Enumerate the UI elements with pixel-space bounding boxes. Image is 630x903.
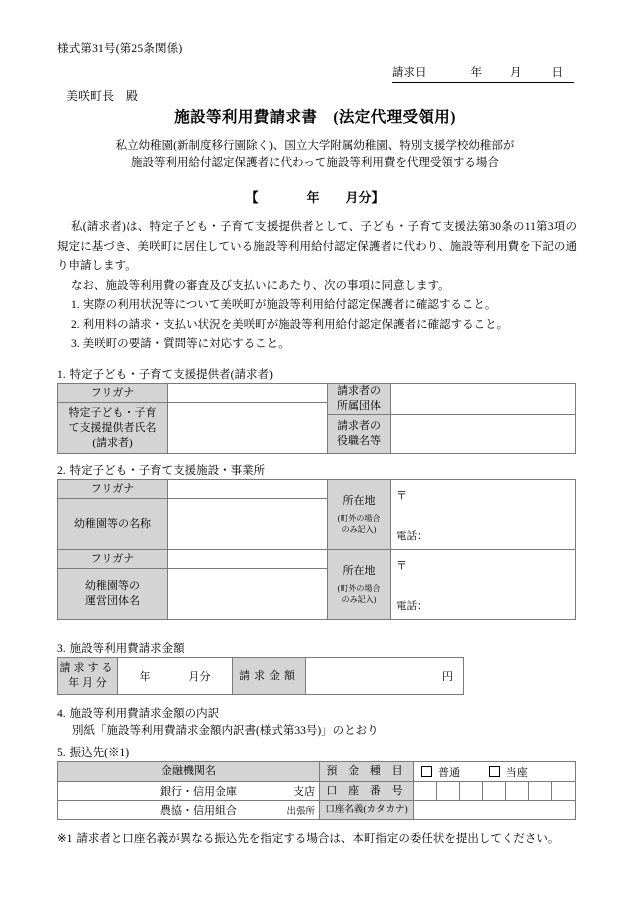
deposit-type-option-group [414, 767, 528, 779]
provider-org-label [328, 384, 391, 415]
consent-item-text: 利用料の請求・支払い状況を美咲町が施設等利用給付認定保護者に確認すること。 [82, 318, 509, 331]
consent-list [57, 296, 577, 355]
bank-row-1-branch-type: 支店 [293, 786, 315, 798]
section-5-number: 5. [57, 747, 66, 759]
claim-amount-value[interactable] [306, 658, 464, 695]
facility-table [57, 479, 576, 620]
operator-address-note-line-2: のみ記入) [341, 595, 377, 604]
bank-name-row-2-inner [58, 802, 319, 818]
page-title-paren: (法定代理受領用) [333, 109, 456, 126]
provider-org-label-line-1: 請求者の [337, 385, 381, 397]
facility-address-note-line-2: のみ記入) [341, 525, 377, 534]
account-digit-cell[interactable] [529, 782, 552, 801]
section-3-number: 3. [57, 643, 66, 655]
account-digit-cell[interactable] [414, 782, 437, 801]
account-holder-label [320, 801, 414, 820]
facility-address-inner [391, 485, 575, 545]
bank-name-row-1-inner [58, 783, 319, 799]
table-row [58, 550, 576, 569]
consent-item-text: 実際の利用状況等について美咲町が施設等利用給付認定保護者に確認すること。 [82, 299, 497, 311]
provider-title-label [328, 415, 391, 454]
table-row [58, 384, 576, 403]
checkbox-futsu-icon[interactable] [421, 766, 432, 777]
bank-name-row-1[interactable] [58, 782, 320, 801]
claim-amount-label [233, 658, 306, 695]
bank-transfer-table [57, 761, 576, 820]
claim-period-units [118, 668, 232, 684]
table-row [58, 480, 576, 499]
postal-code-icon: 〒 [396, 559, 407, 572]
claim-date-year-unit: 年 [470, 67, 482, 79]
subtitle-line-2: 施設等利用給付認定保護者に代わって施設等利用費を代理受領する場合 [131, 157, 499, 169]
operator-name-label-line-2: 運営団体名 [85, 595, 140, 607]
claim-amount-currency: 円 [442, 671, 453, 683]
bank-row-2-branch-type: 出張所 [286, 807, 315, 817]
facility-address-note-line-1: (町外の場合 [337, 514, 381, 523]
body-paragraph-2: なお、施設等利用費の審査及び支払いにあたり、次の事項に同意します。 [71, 279, 450, 292]
section-2-title: 特定子ども・子育て支援施設・事業所 [69, 465, 266, 477]
table-row [58, 762, 576, 782]
claim-period-label-line-1: 請求する [59, 662, 116, 674]
bank-name-header: 金融機関名 [58, 762, 320, 782]
section-2-number: 2. [57, 465, 66, 477]
provider-table [57, 383, 576, 454]
consent-item [57, 296, 577, 316]
form-number: 様式第31号(第25条関係) [57, 43, 183, 55]
section-1-number: 1. [57, 369, 66, 381]
bank-row-1-name: 銀行・信用金庫 [160, 786, 237, 798]
claim-date-day-unit: 日 [551, 67, 563, 79]
section-1-heading [57, 366, 273, 382]
claim-period-month-unit: 月分 [188, 671, 211, 683]
account-holder-label-text: 口座名義(カタカナ) [325, 805, 408, 815]
claim-period-value[interactable] [118, 658, 233, 695]
section-1-title: 特定子ども・子育て支援提供者(請求者) [69, 369, 273, 381]
account-number-label-text: 口 座 番 号 [326, 784, 407, 797]
section-3-title: 施設等利用費請求金額 [69, 643, 185, 655]
provider-org-label-line-2: 所属団体 [337, 400, 381, 412]
postal-code-icon: 〒 [396, 489, 407, 502]
table-row [58, 658, 464, 695]
consent-item [57, 335, 577, 355]
bank-name-row-2[interactable] [58, 801, 320, 820]
section-4-number: 4. [57, 708, 66, 720]
deposit-option-futsu-label: 普通 [438, 766, 460, 779]
body-paragraph-1: 私(請求者)は、特定子ども・子育て支援提供者として、子ども・子育て支援法第30条の11第3項の規定に基づき、美咲町に居住している施設等利用給付認定保護者に代わり、施設等利用費を下記の通り申請します。 [57, 221, 577, 272]
facility-name-label-line-1: 幼稚園等の名称 [74, 517, 151, 530]
account-digit-cell[interactable] [437, 782, 460, 801]
facility-tel-label: 電話： [396, 530, 428, 542]
page-title-main: 施設等利用費請求書 [174, 109, 318, 126]
provider-name-label-line-1: 特定子ども・子育 [68, 406, 157, 419]
operator-name-value[interactable] [168, 569, 328, 620]
provider-title-label-line-2: 役職名等 [337, 435, 381, 447]
account-number-label [320, 782, 414, 801]
addressee-honorific: 殿 [126, 89, 139, 103]
operator-address-label [328, 550, 391, 620]
account-holder-value[interactable] [414, 801, 576, 820]
facility-furigana-value[interactable] [168, 480, 328, 499]
body-text [57, 218, 577, 355]
provider-title-label-line-1: 請求者の [337, 420, 381, 432]
footnote-text: 請求者と口座名義が異なる振込先を指定する場合は、本町指定の委任状を提出してください。 [76, 833, 560, 845]
provider-title-value[interactable] [391, 415, 576, 454]
section-2-heading [57, 462, 265, 478]
addressee-name: 美咲町長 [66, 89, 115, 103]
consent-item-text: 美咲町の要請・質問等に対応すること。 [82, 338, 290, 350]
footnote-mark: ※1 [57, 833, 73, 845]
operator-address-inner [391, 555, 575, 615]
account-digit-cell[interactable] [460, 782, 483, 801]
checkbox-touza-icon[interactable] [489, 766, 500, 777]
account-digit-cell[interactable] [506, 782, 529, 801]
section-4-heading [57, 705, 219, 721]
claim-date-month-unit: 月 [510, 67, 522, 79]
facility-address-label [328, 480, 391, 550]
claim-period-label [58, 658, 118, 695]
table-row [58, 782, 576, 801]
facility-furigana-label: フリガナ [58, 480, 168, 499]
section-5-title: 振込先(※1) [69, 747, 130, 759]
provider-name-value[interactable] [168, 403, 328, 454]
consent-item-number: 2. [71, 318, 80, 331]
operator-furigana-value[interactable] [168, 550, 328, 569]
operator-furigana-label: フリガナ [58, 550, 168, 569]
provider-org-value[interactable] [391, 384, 576, 415]
table-row [58, 801, 576, 820]
period-year-unit: 年 [306, 190, 320, 205]
section-5-heading [57, 744, 129, 760]
section-4-note: 別紙「施設等利用費請求金額内訳書(様式第33号)」のとおり [72, 725, 379, 737]
provider-furigana-label: フリガナ [58, 384, 168, 403]
facility-address-value[interactable] [391, 480, 576, 550]
consent-item [57, 316, 577, 336]
claim-period-label-line-2: 年 月 分 [68, 677, 107, 689]
period-open-bracket: 【 [245, 190, 259, 205]
provider-name-label-line-2: て支援提供者氏名 [68, 421, 157, 434]
account-digit-cell[interactable] [552, 782, 576, 801]
account-digit-cell[interactable] [483, 782, 506, 801]
deposit-type-label [320, 762, 414, 782]
deposit-option-touza [489, 767, 528, 779]
amount-table [57, 657, 464, 695]
page-title [0, 105, 630, 127]
addressee [66, 87, 138, 104]
deposit-type-label-text: 預 金 種 目 [326, 765, 407, 777]
period-month-unit: 月分 [345, 190, 372, 205]
section-4-title: 施設等利用費請求金額の内訳 [69, 708, 220, 720]
period-field [0, 187, 630, 206]
claim-date-label: 請求日 [392, 67, 427, 79]
deposit-type-options [414, 762, 576, 782]
operator-name-label [58, 569, 168, 620]
claim-amount-label-text: 請求金額 [239, 669, 299, 682]
facility-name-label [58, 499, 168, 550]
facility-address-label-text: 所在地 [342, 495, 376, 507]
operator-address-value[interactable] [391, 550, 576, 620]
operator-address-note-line-1: (町外の場合 [337, 584, 381, 593]
operator-address-label-text: 所在地 [342, 565, 376, 577]
period-close-bracket: 】 [371, 190, 385, 205]
claim-date-line [392, 64, 574, 83]
claim-period-year-unit: 年 [139, 671, 151, 683]
subtitle-line-1: 私立幼稚園(新制度移行園除く)、国立大学附属幼稚園、特別支援学校幼稚部が [115, 140, 515, 152]
consent-item-number: 3. [71, 338, 80, 350]
provider-name-label [58, 403, 168, 454]
deposit-option-touza-label: 当座 [505, 766, 528, 779]
provider-furigana-value[interactable] [168, 384, 328, 403]
footnote [57, 830, 587, 846]
operator-name-label-line-1: 幼稚園等の [85, 580, 140, 592]
consent-item-number: 1. [71, 299, 80, 311]
section-3-heading [57, 640, 185, 656]
operator-tel-label: 電話： [396, 600, 428, 612]
provider-name-label-line-3: (請求者) [92, 436, 133, 449]
facility-name-value[interactable] [168, 499, 328, 550]
subtitle [0, 138, 630, 172]
bank-row-2-name: 農協・信用組合 [160, 805, 237, 817]
